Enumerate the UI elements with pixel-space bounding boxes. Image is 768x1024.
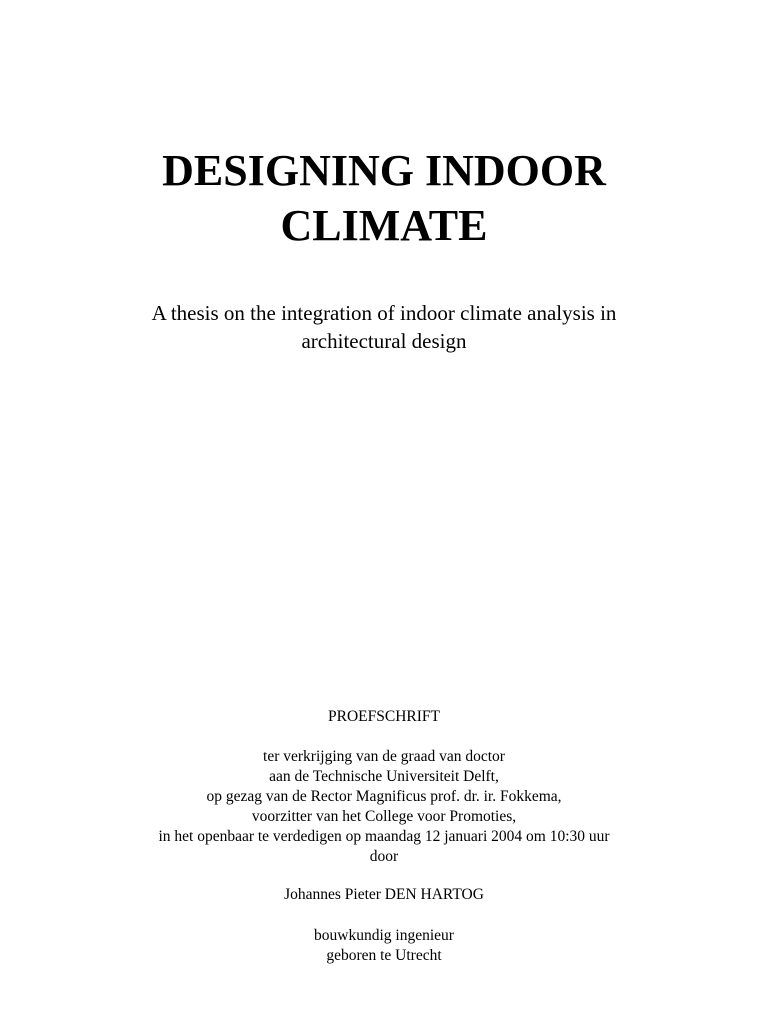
author-name-text: Johannes Pieter DEN HARTOG [284,886,484,903]
thesis-subtitle-line-2: architectural design [301,329,467,353]
purpose-line: op gezag van de Rector Magnificus prof. dr. ir. Fokkema, [206,788,562,805]
author-name [0,885,768,905]
credentials-line: bouwkundig ingenieur [314,927,454,944]
thesis-title-line-1: DESIGNING INDOOR [162,146,606,195]
thesis-title-line-2: CLIMATE [280,201,488,250]
degree-purpose-statement [0,747,768,867]
thesis-title [0,143,768,253]
thesis-subtitle-line-1: A thesis on the integration of indoor climate analysis in [151,301,617,325]
purpose-line: ter verkrijging van de graad van doctor [263,748,505,765]
proefschrift-label [0,707,768,727]
thesis-subtitle [0,299,768,355]
purpose-line: in het openbaar te verdedigen op maandag 12 januari 2004 om 10:30 uur [158,828,610,845]
credentials-line: geboren te Utrecht [326,947,442,964]
purpose-line: door [369,848,399,865]
author-credentials [0,926,768,966]
purpose-line: aan de Technische Universiteit Delft, [269,768,499,785]
proefschrift-text: PROEFSCHRIFT [328,708,440,725]
purpose-line: voorzitter van het College voor Promoties, [251,808,517,825]
